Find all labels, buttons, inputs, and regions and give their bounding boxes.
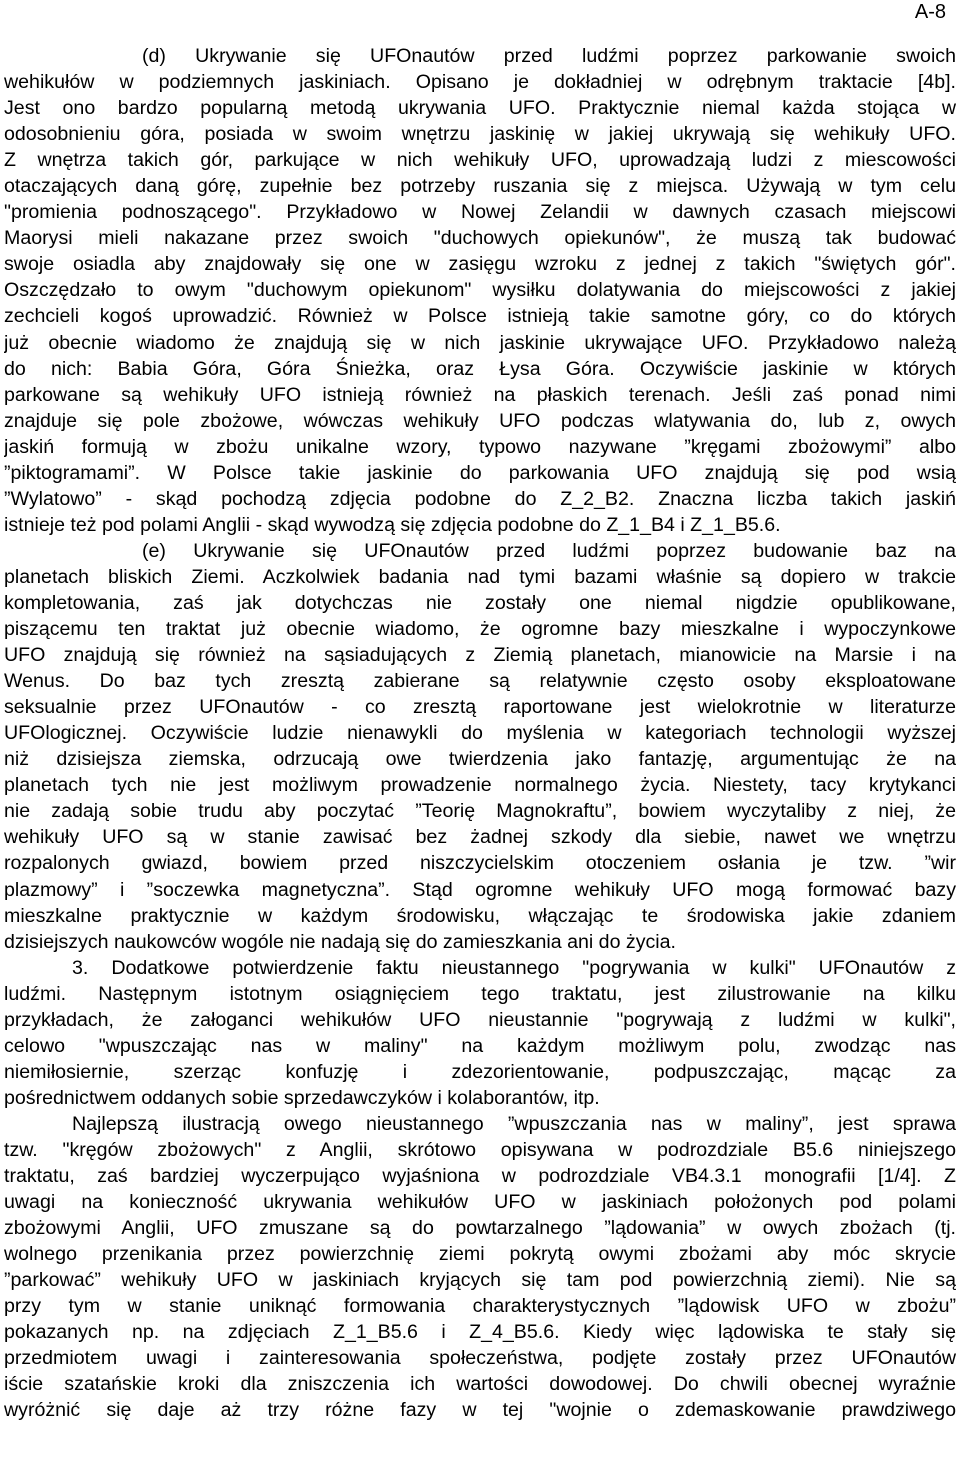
text-line: ”Wylatowo” - skąd pochodzą zdjęcia podobne do Z_2_B2. Znaczna liczba takich jaskiń (4, 487, 956, 510)
text-line: ludźmi. Następnym istotnym osiągnięciem tego traktatu, jest zilustrowanie na kilku (4, 982, 956, 1005)
text-line: istnieje też pod polami Anglii - skąd wywodzą się zdjęcia podobne do Z_1_B4 i Z_1_B5.6. (4, 513, 781, 536)
text-line: UFO znajdują się również na sąsiadujących z Ziemią planetach, mianowicie na Marsie i na (4, 644, 956, 667)
text-line: (e) Ukrywanie się UFOnautów przed ludźmi poprzez budowanie baz na (142, 539, 956, 562)
text-line: nie zadają sobie trudu aby poczytać ”Teorię Magnokraftu”, bowiem wyczytaliby z niej, że (4, 800, 956, 823)
text-line: traktatu, zaś bardziej wyczerpująco wyjaśniona w podrozdziale VB4.3.1 monografii [1/4]. Z (4, 1165, 956, 1188)
text-line: dzisiejszych naukowców wogóle nie nadają się do zamieszkania ani do życia. (4, 930, 676, 953)
text-line: przy tym w stanie uniknąć formowania charakterystycznych ”lądowisk UFO w zbożu” (4, 1295, 956, 1318)
text-line: ”parkować” wehikuły UFO w jaskiniach kryjących się tam pod powierzchnią ziemi). Nie są (4, 1269, 956, 1292)
text-line: 3. Dodatkowe potwierdzenie faktu nieustannego "pogrywania w kulki" UFOnautów z (72, 956, 956, 979)
text-line: (d) Ukrywanie się UFOnautów przed ludźmi poprzez parkowanie swoich (142, 45, 956, 67)
text-line: do nich: Babia Góra, Góra Śnieżka, oraz Łysa Góra. Oczywiście jaskinie w których (4, 357, 956, 380)
text-line: już obecnie wiadomo że znajdują się w nich jaskinie ukrywające UFO. Przykładowo należą (4, 331, 956, 354)
text-line: przedmiotem uwagi i zainteresowania społeczeństwa, podjęte zostały przez UFOnautów (4, 1347, 956, 1370)
text-line: plazmowy” i ”soczewka magnetyczna”. Stąd ogromne wehikuły UFO mogą formować bazy (4, 878, 956, 901)
text-line: kompletowania, zaś jak dotychczas nie zostały one niemal nigdzie opublikowane, (4, 591, 956, 614)
text-line: wehikułów w podziemnych jaskiniach. Opisano je dokładniej w odrębnym traktacie [4b]. (4, 71, 956, 94)
text-line: przykładach, że załoganci wehikułów UFO nieustannie "pogrywają z ludźmi w kulki", (4, 1008, 956, 1031)
text-line: Wenus. Do baz tych zresztą zabierane są relatywnie często osoby eksploatowane (4, 670, 956, 693)
text-line: parkowane są wehikuły UFO istnieją również na płaskich terenach. Jeśli zaś ponad nimi (4, 383, 956, 406)
text-line: piszącemu ten traktat już obecnie wiadomo, że ogromne bazy mieszkalne i wypoczynkowe (4, 618, 956, 641)
text-line: rozpalonych gwiazd, bowiem przed niszczycielskim otoczeniem osłania je tzw. ”wir (4, 852, 956, 875)
text-line: swoje osiadla aby znajdowały się one w zasięgu wzroku z jednej z takich "świętych gór". (4, 253, 956, 276)
text-line: planetach tych nie jest możliwym prowadzenie normalnego życia. Niestety, tacy krytykanci (4, 774, 956, 797)
text-line: wolnego przenikania przez powierzchnię ziemi pokrytą owymi zbożami aby móc skrycie (4, 1243, 956, 1266)
text-line: Oszczędzało to owym "duchowym opiekunom" wysiłku dolatywania do miejscowości z jakiej (4, 279, 956, 302)
text-line: zbożowymi Anglii, UFO zmuszane są do powtarzalnego ”lądowania” w owych zbożach (tj. (4, 1217, 956, 1240)
text-line: Jest ono bardzo popularną metodą ukrywania UFO. Praktycznie niemal każda stojąca w (4, 97, 956, 120)
text-line: niemiłosiernie, szerząc konfuzję i zdezorientowanie, podpuszczając, mącąc za (4, 1060, 956, 1083)
text-line: otaczających daną górę, zupełnie bez potrzeby ruszania się z miejsca. Używają w tym celu (4, 175, 956, 198)
text-line: jaskiń formują w zbożu unikalne wzory, typowo nazywane ”kręgami zbożowymi” albo (4, 435, 956, 458)
text-line: seksualnie przez UFOnautów - co zresztą raportowane jest wielokrotnie w literaturze (4, 696, 956, 719)
text-line: odosobnieniu góra, posiada w swoim wnętrzu jaskinię w jakiej ukrywają się wehikuły UFO. (4, 123, 956, 146)
text-line: wyróżnić się daje aż trzy różne fazy w tej "wojnie o zdemaskowanie prawdziwego (4, 1399, 956, 1422)
text-line: tzw. "kręgów zbożowych" z Anglii, skrótowo opisywana w podrozdziale B5.6 niniejszego (4, 1138, 956, 1161)
text-line: Maorysi mieli nakazane przez swoich "duchowych opiekunów", że muszą tak budować (4, 227, 956, 250)
text-line: zechcieli kogoś uprowadzić. Również w Polsce istnieją takie samotne góry, co do których (4, 305, 956, 328)
text-line: Najlepszą ilustracją owego nieustannego ”wpuszczania nas w maliny”, jest sprawa (72, 1112, 956, 1135)
text-line: pośrednictwem oddanych sobie sprzedawczyków i kolaborantów, itp. (4, 1086, 600, 1109)
text-line: niż dzisiejsza ziemska, odrzucają owe twierdzenia jako fantazję, argumentując że na (4, 748, 956, 771)
text-line: znajduje się pole zbożowe, wówczas wehikuły UFO podczas wlatywania do, lub z, owych (4, 409, 956, 432)
text-line: celowo "wpuszczając nas w maliny" na każdym możliwym polu, zwodząc nas (4, 1034, 956, 1057)
text-line: uwagi na konieczność ukrywania wehikułów UFO w jaskiniach położonych pod polami (4, 1191, 956, 1214)
text-line: iście szatańskie kroki dla zniszczenia ich wartości dowodowej. Do chwili obecnej wyraźnie (4, 1373, 956, 1396)
document-body (4, 43, 956, 1423)
text-line: "promienia podnoszącego". Przykładowo w Nowej Zelandii w dawnych czasach miejscowi (4, 201, 956, 224)
text-line: pokazanych np. na zdjęciach Z_1_B5.6 i Z_4_B5.6. Kiedy więc lądowiska te stały się (4, 1321, 956, 1344)
page-number: A-8 (914, 1, 946, 23)
text-line: wehikuły UFO są w stanie zawisać bez żadnej szkody dla siebie, nawet we wnętrzu (4, 826, 956, 849)
text-line: mieszkalne praktycznie w każdym środowisku, włączając te środowiska jakie zdaniem (4, 904, 956, 927)
text-line: UFOlogicznej. Oczywiście ludzie nienawykli do myślenia w kategoriach technologii wyższej (4, 722, 956, 745)
text-line: planetach bliskich Ziemi. Aczkolwiek badania nad tymi bazami właśnie są dopiero w trakcie (4, 565, 956, 588)
text-line: ”piktogramami”. W Polsce takie jaskinie do parkowania UFO znajdują się pod wsią (4, 461, 956, 484)
text-line: Z wnętrza takich gór, parkujące w nich wehikuły UFO, uprowadzają ludzi z miescowości (4, 149, 956, 172)
